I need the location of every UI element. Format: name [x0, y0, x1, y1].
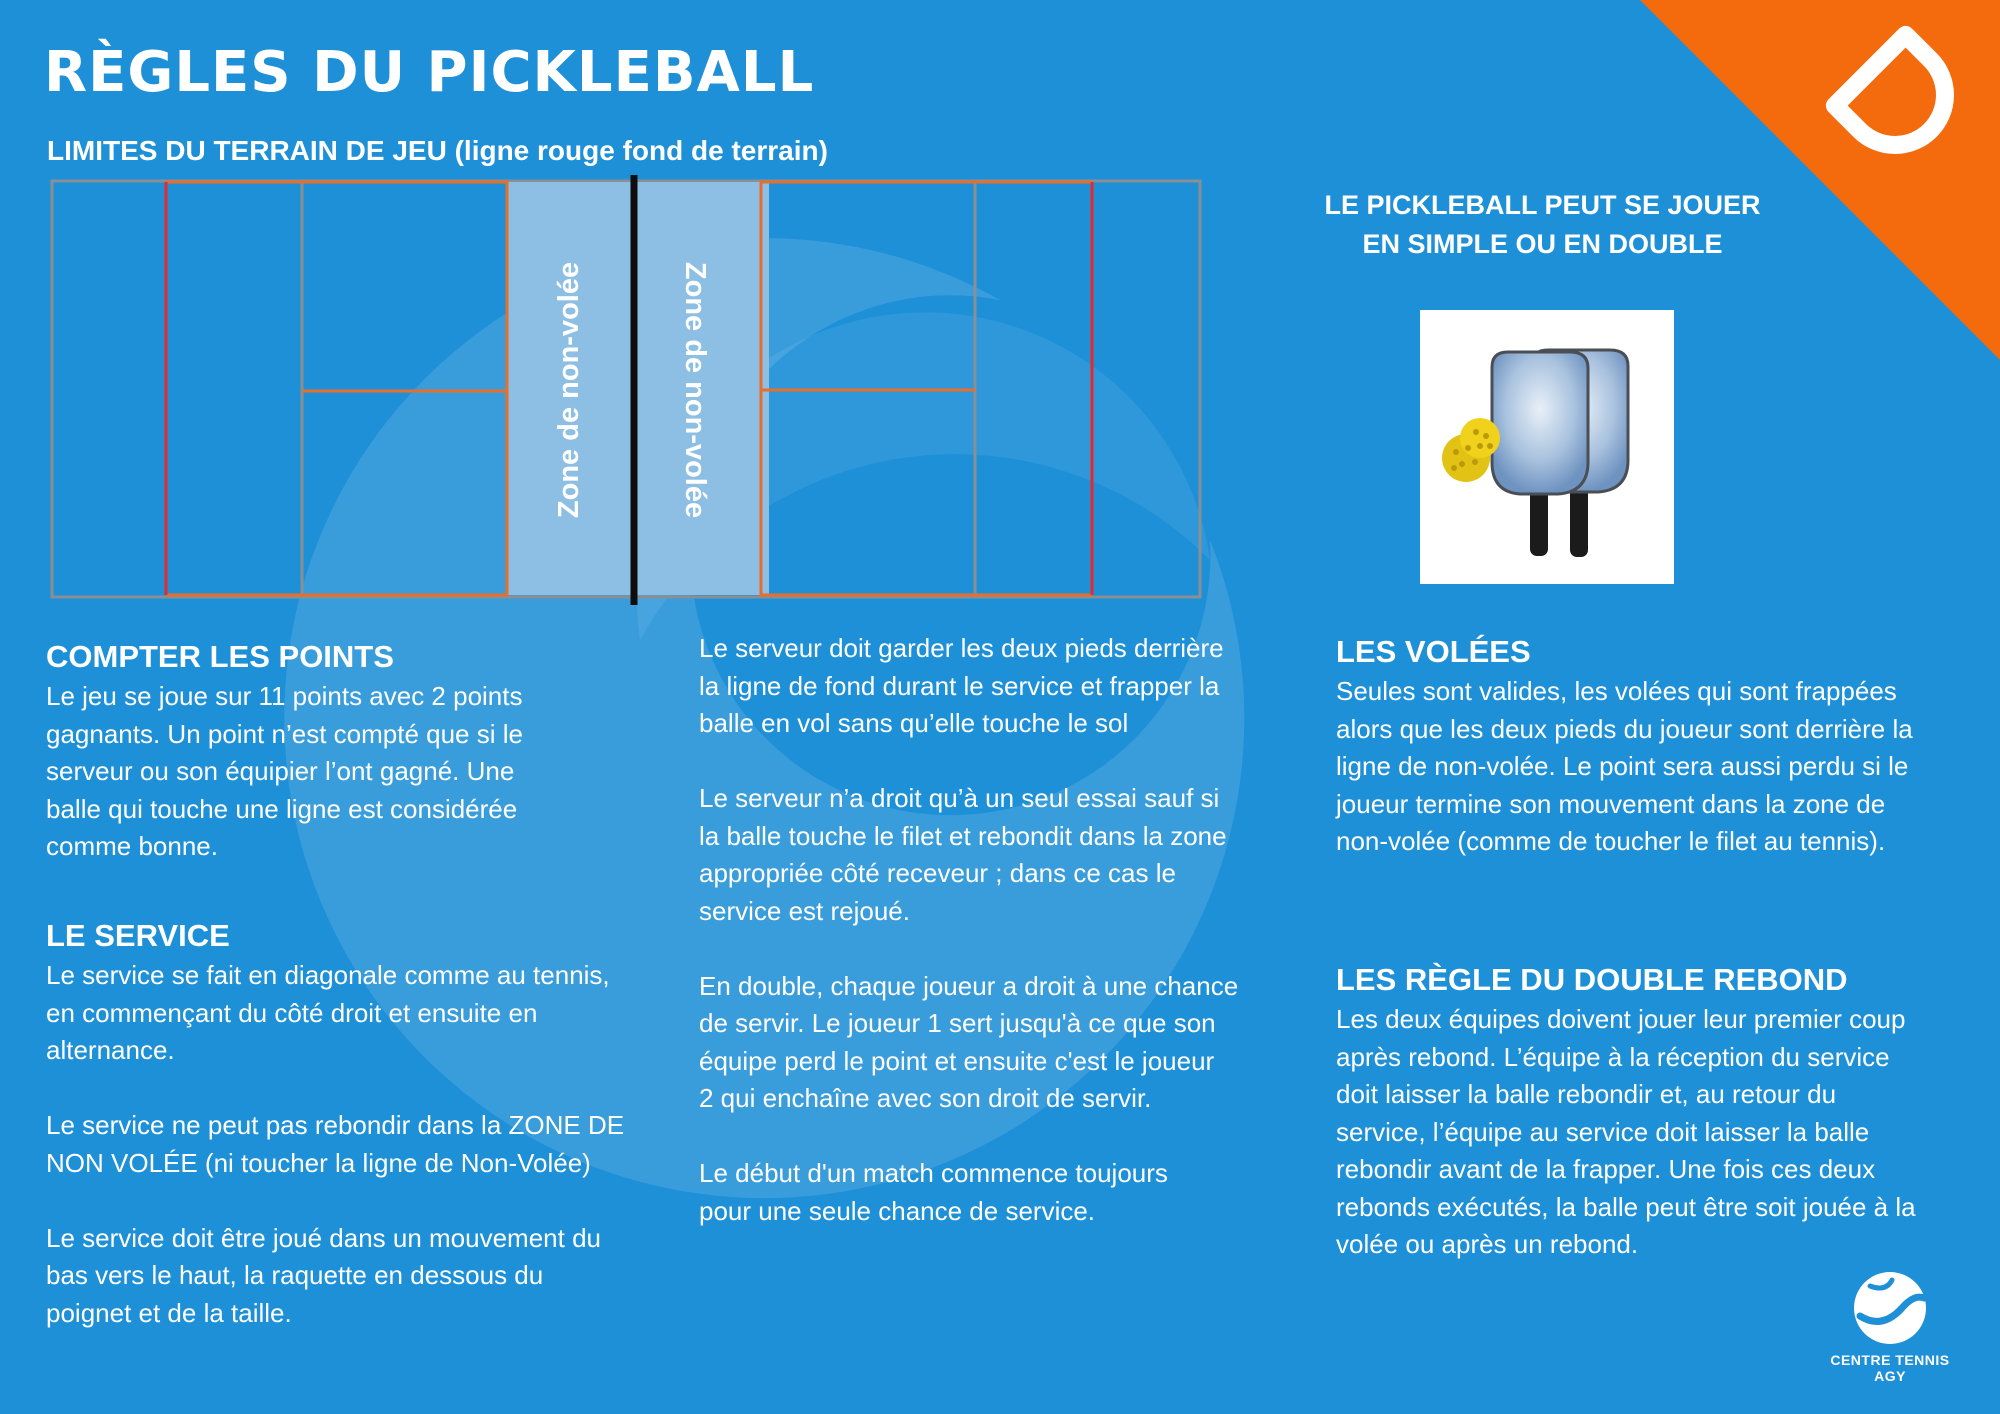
text-paragraph: [699, 630, 1319, 743]
text-line: Le début d'un match commence toujours: [699, 1158, 1168, 1188]
court-diagram: [48, 175, 1208, 610]
text-line: la balle touche le filet et rebondit dans la zone: [699, 820, 1227, 851]
text-line: ligne de non-volée. Le point sera aussi perdu si le: [1336, 751, 1909, 781]
tagline: [1310, 186, 1775, 264]
text-paragraph: [46, 957, 686, 1070]
text-line: après rebond. L’équipe à la réception du service: [1336, 1041, 1890, 1072]
text-line: Les deux équipes doivent jouer leur premier coup: [1336, 1004, 1906, 1034]
text-paragraph: [699, 780, 1319, 930]
double-bounce-heading: LES RÈGLE DU DOUBLE REBOND: [1336, 962, 1848, 997]
text-line: Le service se fait en diagonale comme au tennis,: [46, 960, 610, 990]
text-line: non-volée (comme de toucher le filet au tennis).: [1336, 826, 1886, 856]
serving-rules-text: [699, 630, 1319, 1230]
points-heading: COMPTER LES POINTS: [46, 639, 394, 674]
court-boundaries-label: LIMITES DU TERRAIN DE JEU (ligne rouge fond de terrain): [47, 135, 828, 166]
text-line: en commençant du côté droit et ensuite en: [46, 997, 538, 1028]
text-line: balle en vol sans qu’elle touche le sol: [699, 708, 1129, 738]
text-paragraph: [699, 1155, 1319, 1230]
text-line: joueur termine son mouvement dans la zone de: [1336, 788, 1886, 819]
text-line: bas vers le haut, la raquette en dessous du: [46, 1260, 544, 1290]
text-line: NON VOLÉE (ni toucher la ligne de Non-Volée): [46, 1147, 591, 1178]
service-heading: LE SERVICE: [46, 918, 230, 953]
text-line: de servir. Le joueur 1 sert jusqu'à ce que son: [699, 1008, 1216, 1038]
volleys-text: [1336, 673, 1976, 861]
text-line: Le serveur n’a droit qu’à un seul essai sauf si: [699, 783, 1220, 813]
text-line: alternance.: [46, 1035, 175, 1065]
zone-label-left: Zone de non-volée: [553, 261, 585, 519]
points-text: [46, 678, 686, 866]
text-line: Le service ne peut pas rebondir dans la ZONE DE: [46, 1110, 625, 1140]
text-line: service est rejoué.: [699, 895, 910, 926]
text-line: Seules sont valides, les volées qui sont frappées: [1336, 676, 1897, 706]
text-line: pour une seule chance de service.: [699, 1195, 1096, 1226]
text-line: Le service doit être joué dans un mouvement du: [46, 1222, 602, 1253]
text-line: rebondir avant de la frapper. Une fois ces deux: [1336, 1154, 1876, 1184]
volleys-heading: LES VOLÉES: [1336, 634, 1531, 669]
text-line: rebonds exécutés, la balle peut être soit jouée à la: [1336, 1191, 1916, 1222]
double-bounce-text: [1336, 1001, 1976, 1264]
text-paragraph: [699, 968, 1319, 1118]
tennis-ball-logo-icon: [1852, 1270, 1928, 1346]
club-name-line-2: AGY: [1874, 1368, 1906, 1384]
paddles-illustration: [1420, 310, 1674, 584]
zone-label-right: Zone de non-volée: [679, 261, 711, 519]
text-line: la ligne de fond durant le service et frapper la: [699, 670, 1220, 701]
text-line: balle qui touche une ligne est considérée: [46, 793, 518, 824]
text-line: poignet et de la taille.: [46, 1297, 292, 1328]
text-paragraph: [46, 1220, 686, 1333]
page-title: RÈGLES DU PICKLEBALL: [44, 40, 815, 105]
text-line: appropriée côté receveur ; dans ce cas le: [699, 858, 1176, 888]
left-court-orange-lines: [166, 182, 507, 595]
club-name: [1810, 1352, 1970, 1384]
text-line: Le serveur doit garder les deux pieds derrière: [699, 633, 1224, 663]
text-line: En double, chaque joueur a droit à une chance: [699, 970, 1239, 1001]
text-line: service, l’équipe au service doit laisser la balle: [1336, 1116, 1870, 1147]
text-line: alors que les deux pieds du joueur sont derrière la: [1336, 713, 1913, 744]
d-logo-icon: [1820, 20, 1970, 170]
club-name-line-1: CENTRE TENNIS: [1830, 1352, 1950, 1368]
text-paragraph: [46, 1107, 686, 1182]
tagline-line-1: LE PICKLEBALL PEUT SE JOUER: [1324, 190, 1761, 220]
tagline-line-2: EN SIMPLE OU EN DOUBLE: [1362, 229, 1723, 259]
service-text: [46, 957, 686, 1332]
text-line: équipe perd le point et ensuite c'est le joueur: [699, 1045, 1215, 1076]
text-line: serveur ou son équipier l’ont gagné. Une: [46, 756, 515, 786]
text-line: Le jeu se joue sur 11 points avec 2 points: [46, 681, 523, 711]
text-line: comme bonne.: [46, 831, 218, 861]
text-line: gagnants. Un point n’est compté que si le: [46, 718, 523, 749]
text-line: doit laisser la balle rebondir et, au retour du: [1336, 1079, 1837, 1109]
text-line: 2 qui enchaîne avec son droit de servir.: [699, 1083, 1152, 1113]
text-line: volée ou après un rebond.: [1336, 1229, 1639, 1259]
paddles-and-balls-photo: [1420, 310, 1674, 584]
